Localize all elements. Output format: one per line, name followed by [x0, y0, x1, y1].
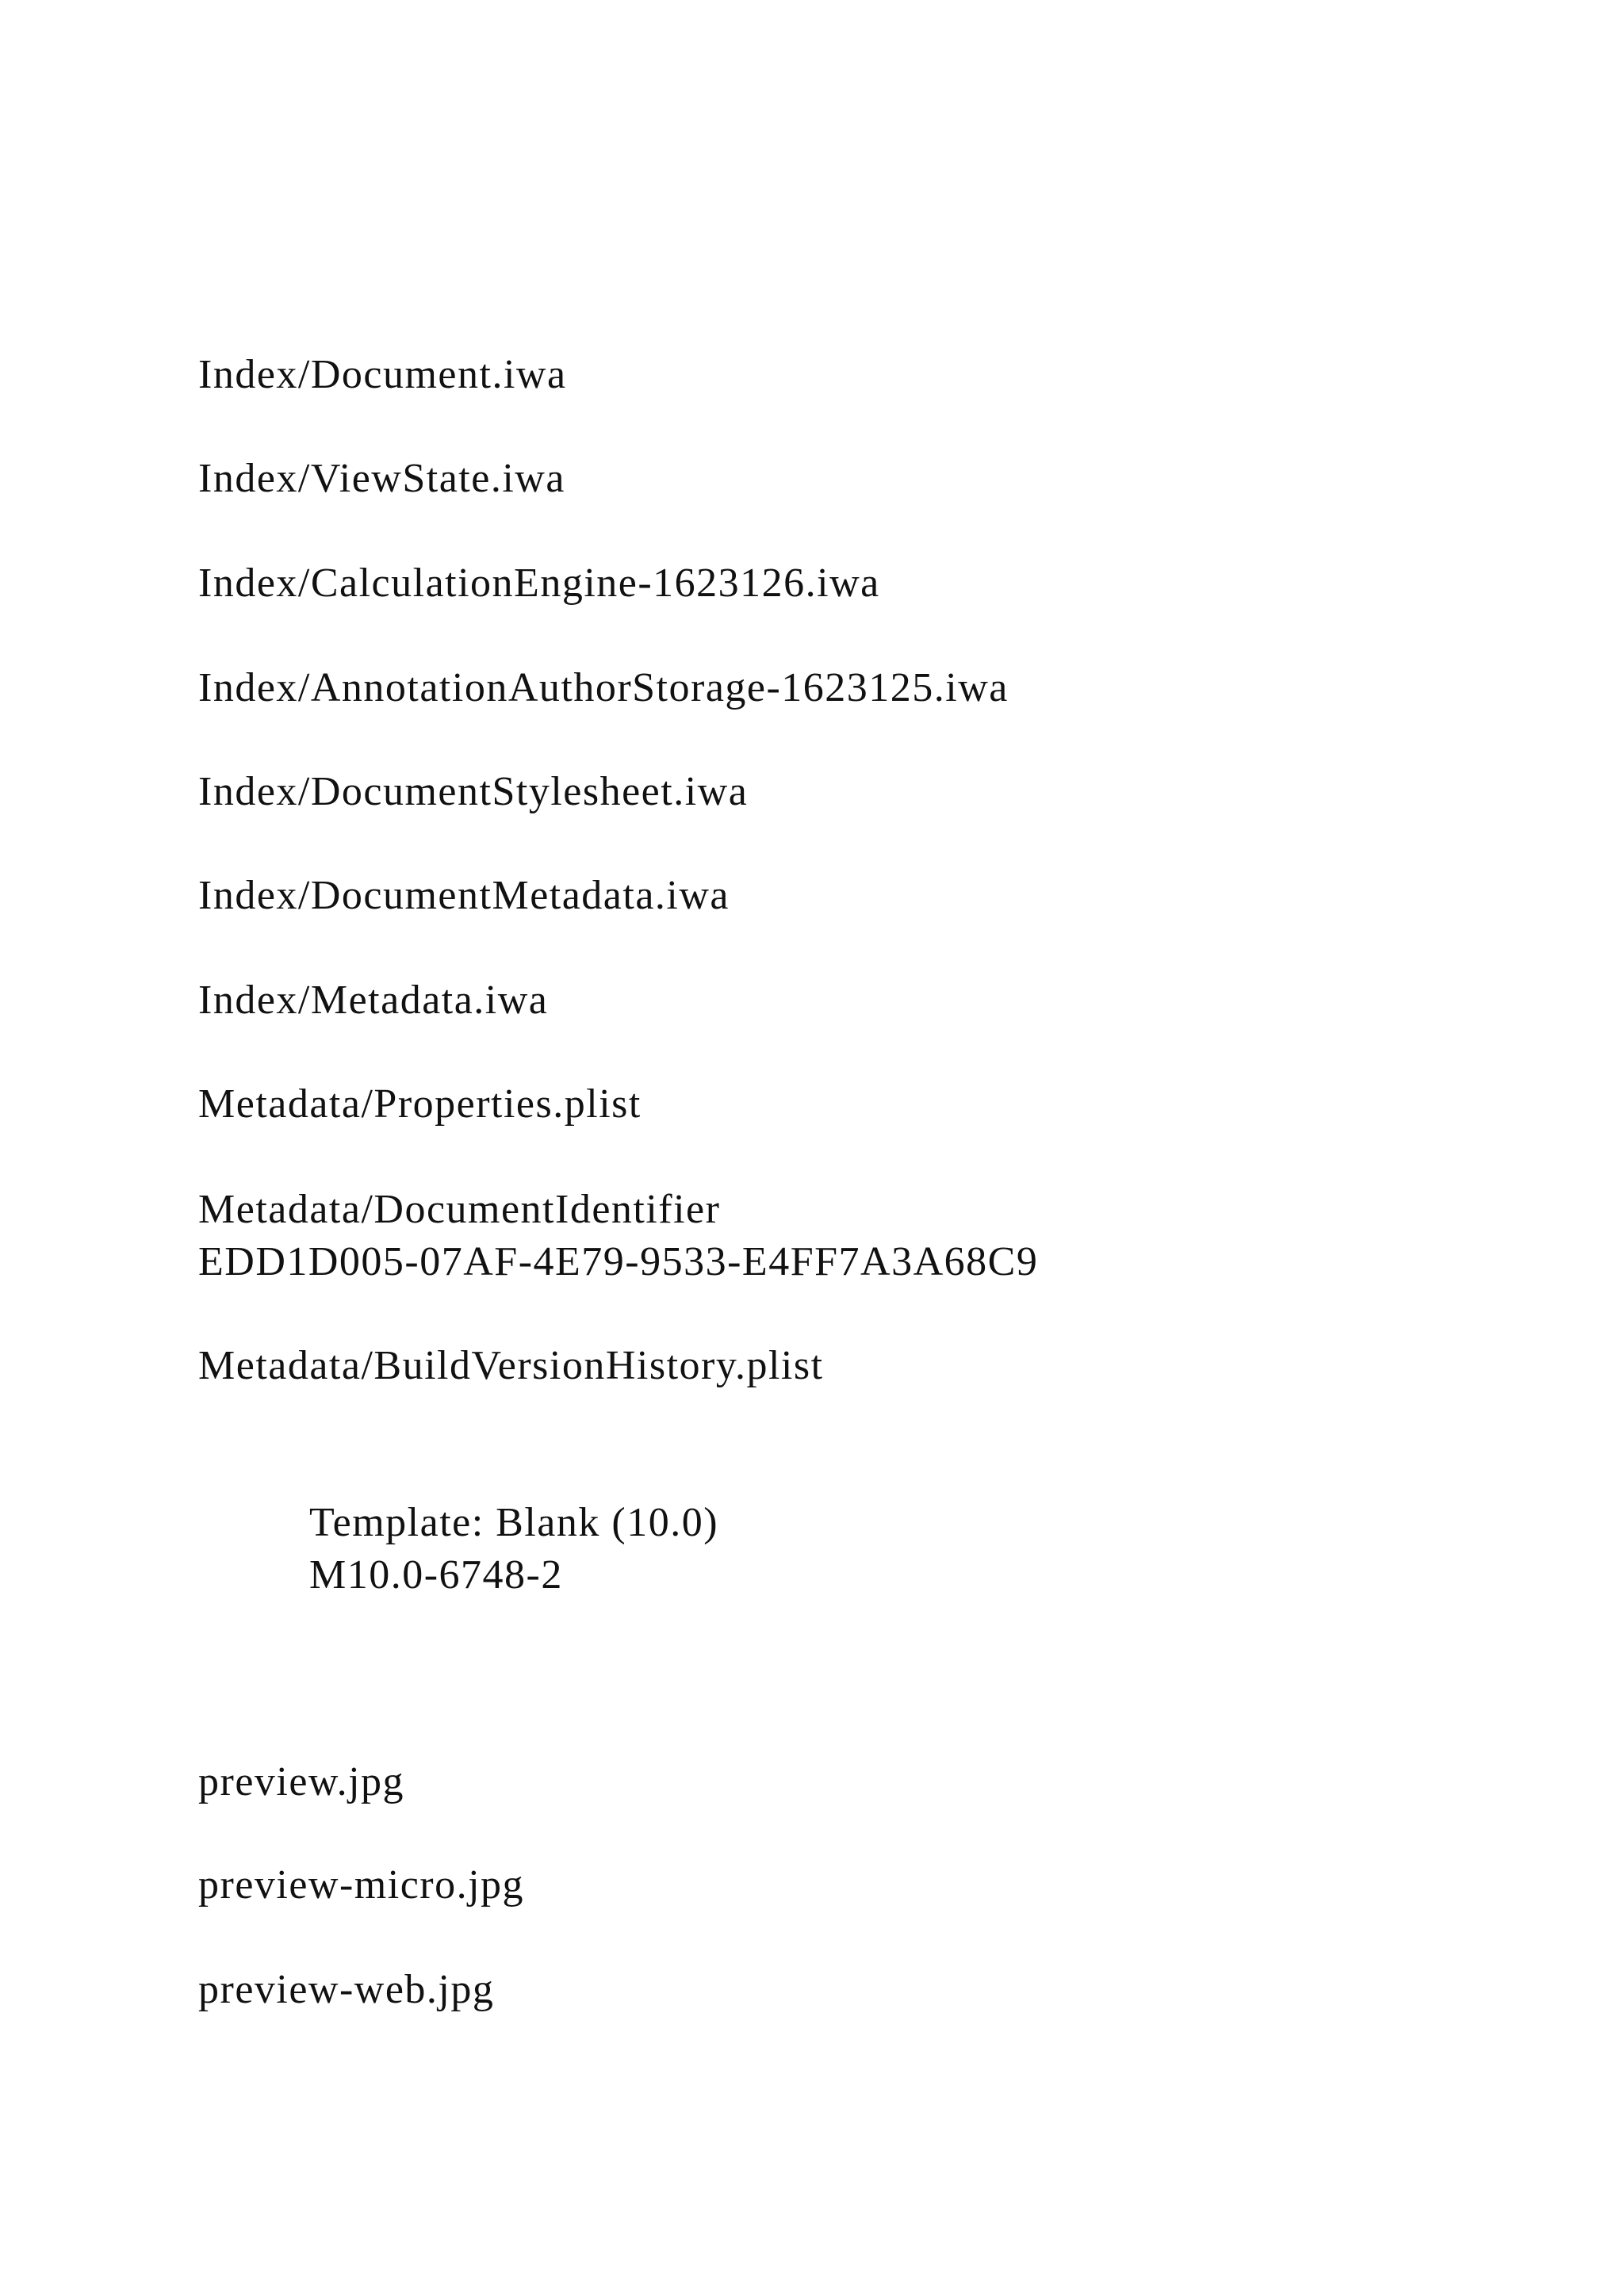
file-entry-metadata-iwa: Index/Metadata.iwa [198, 978, 549, 1023]
build-history-template: Template: Blank (10.0) [309, 1500, 719, 1545]
file-entry-annotation-author-storage: Index/AnnotationAuthorStorage-1623125.iwa [198, 665, 1009, 710]
file-entry-viewstate-iwa: Index/ViewState.iwa [198, 456, 565, 501]
file-entry-document-identifier: Metadata/DocumentIdentifier [198, 1187, 721, 1232]
file-entry-properties-plist: Metadata/Properties.plist [198, 1081, 642, 1127]
file-entry-preview-web-jpg: preview-web.jpg [198, 1967, 495, 2012]
file-entry-document-stylesheet-iwa: Index/DocumentStylesheet.iwa [198, 769, 749, 814]
file-entry-preview-jpg: preview.jpg [198, 1759, 405, 1804]
file-entry-preview-micro-jpg: preview-micro.jpg [198, 1862, 525, 1908]
file-entry-calculation-engine-iwa: Index/CalculationEngine-1623126.iwa [198, 561, 880, 606]
build-history-version: M10.0-6748-2 [309, 1552, 563, 1598]
file-entry-document-iwa: Index/Document.iwa [198, 352, 567, 397]
file-entry-document-metadata-iwa: Index/DocumentMetadata.iwa [198, 873, 730, 918]
file-entry-build-version-history: Metadata/BuildVersionHistory.plist [198, 1343, 824, 1388]
document-identifier-value: EDD1D005-07AF-4E79-9533-E4FF7A3A68C9 [198, 1239, 1039, 1284]
